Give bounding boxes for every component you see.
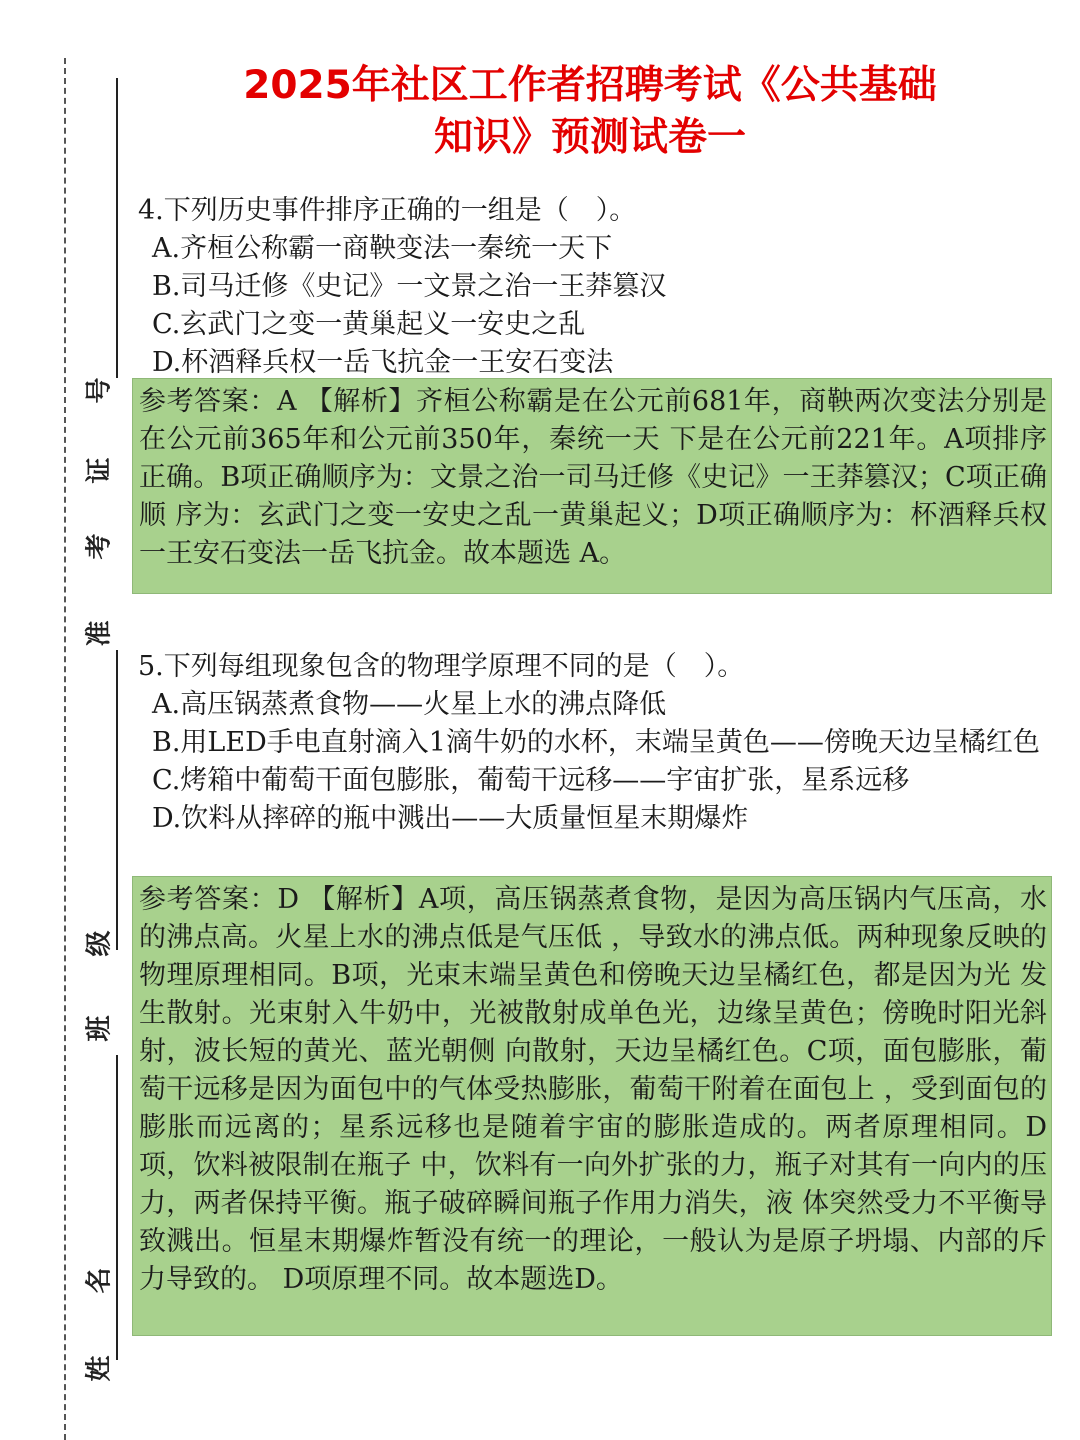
question-stem: 4.下列历史事件排序正确的一组是（ ）。 (138, 195, 637, 226)
option-a: A.齐桓公称霸一商鞅变法一秦统一天下 (152, 233, 613, 264)
option-b: B.用LED手电直射滴入1滴牛奶的水杯，末端呈黄色——傍晚天边呈橘红色 (152, 727, 1040, 758)
option-b: B.司马迁修《史记》一文景之治一王莽篡汉 (152, 271, 667, 302)
answer-explanation-5: 参考答案：D 【解析】A项，高压锅蒸煮食物，是因为高压锅内气压高，水的沸点高。火星上水的沸点低是气压低 ，导致水的沸点低。两种现象反映的物理原理相同。B项，光束末端呈黄色和傍晚天边呈橘红色，都是因为光 发生散射。光束射入牛奶中，光被散射成单色光，边缘呈黄色；傍晚时阳光斜射，波长短的黄光、蓝光朝侧 向散射，天边呈橘红色。C项，面包膨胀，葡萄干远移是因为面包中的气体受热膨胀，葡萄干附着在面包上 ，受到面包的膨胀而远离的；星系远移也是随着宇宙的膨胀造成的。两者原理相同。D项，饮料被限制在瓶子 中，饮料有一向外扩张的力，瓶子对其有一向内的压力，两者保持平衡。瓶子破碎瞬间瓶子作用力消失，液 体突然受力不平衡导致溅出。恒星末期爆炸暂没有统一的理论，一般认为是原子坍塌、内部的斥力导致的。 D项原理不同。故本题选D。 (132, 876, 1052, 1336)
option-c: C.玄武门之变一黄巢起义一安史之乱 (152, 309, 586, 340)
question-4 (138, 192, 1048, 382)
answer-explanation-4: 参考答案：A 【解析】齐桓公称霸是在公元前681年，商鞅两次变法分别是在公元前365年和公元前350年，秦统一天 下是在公元前221年。A项排序正确。B项正确顺序为：文景之治一司马迁修《史记》一王莽篡汉；C项正确顺 序为：玄武门之变一安史之乱一黄巢起义；D项正确顺序为：杯酒释兵权一王安石变法一岳飞抗金。故本题选 A。 (132, 378, 1052, 594)
title-line-2: 知识》预测试卷一 (433, 115, 746, 160)
sidebar-label: 考 (84, 533, 115, 560)
page-title (160, 60, 1020, 164)
sidebar-label: 姓 (84, 1355, 115, 1382)
class-line (116, 650, 118, 950)
name-line (116, 1055, 118, 1360)
title-line-1: 2025年社区工作者招聘考试《公共基础 (243, 63, 937, 108)
question-stem: 5.下列每组现象包含的物理学原理不同的是（ ）。 (138, 651, 745, 682)
sidebar-label: 名 (84, 1267, 115, 1294)
sidebar-label: 级 (84, 930, 115, 957)
sidebar-label: 班 (84, 1015, 115, 1042)
exam-number-line (116, 78, 118, 378)
option-a: A.高压锅蒸煮食物——火星上水的沸点降低 (152, 689, 667, 720)
sidebar-label: 准 (84, 620, 115, 647)
option-d: D.杯酒释兵权一岳飞抗金一王安石变法 (152, 347, 614, 378)
option-c: C.烤箱中葡萄干面包膨胀，葡萄干远移——宇宙扩张，星系远移 (152, 765, 910, 796)
option-d: D.饮料从摔碎的瓶中溅出——大质量恒星末期爆炸 (152, 803, 749, 834)
sidebar-label: 号 (84, 377, 115, 404)
sidebar-label: 证 (84, 457, 115, 484)
question-5 (138, 648, 1048, 838)
binding-dashed-line (64, 58, 66, 1440)
